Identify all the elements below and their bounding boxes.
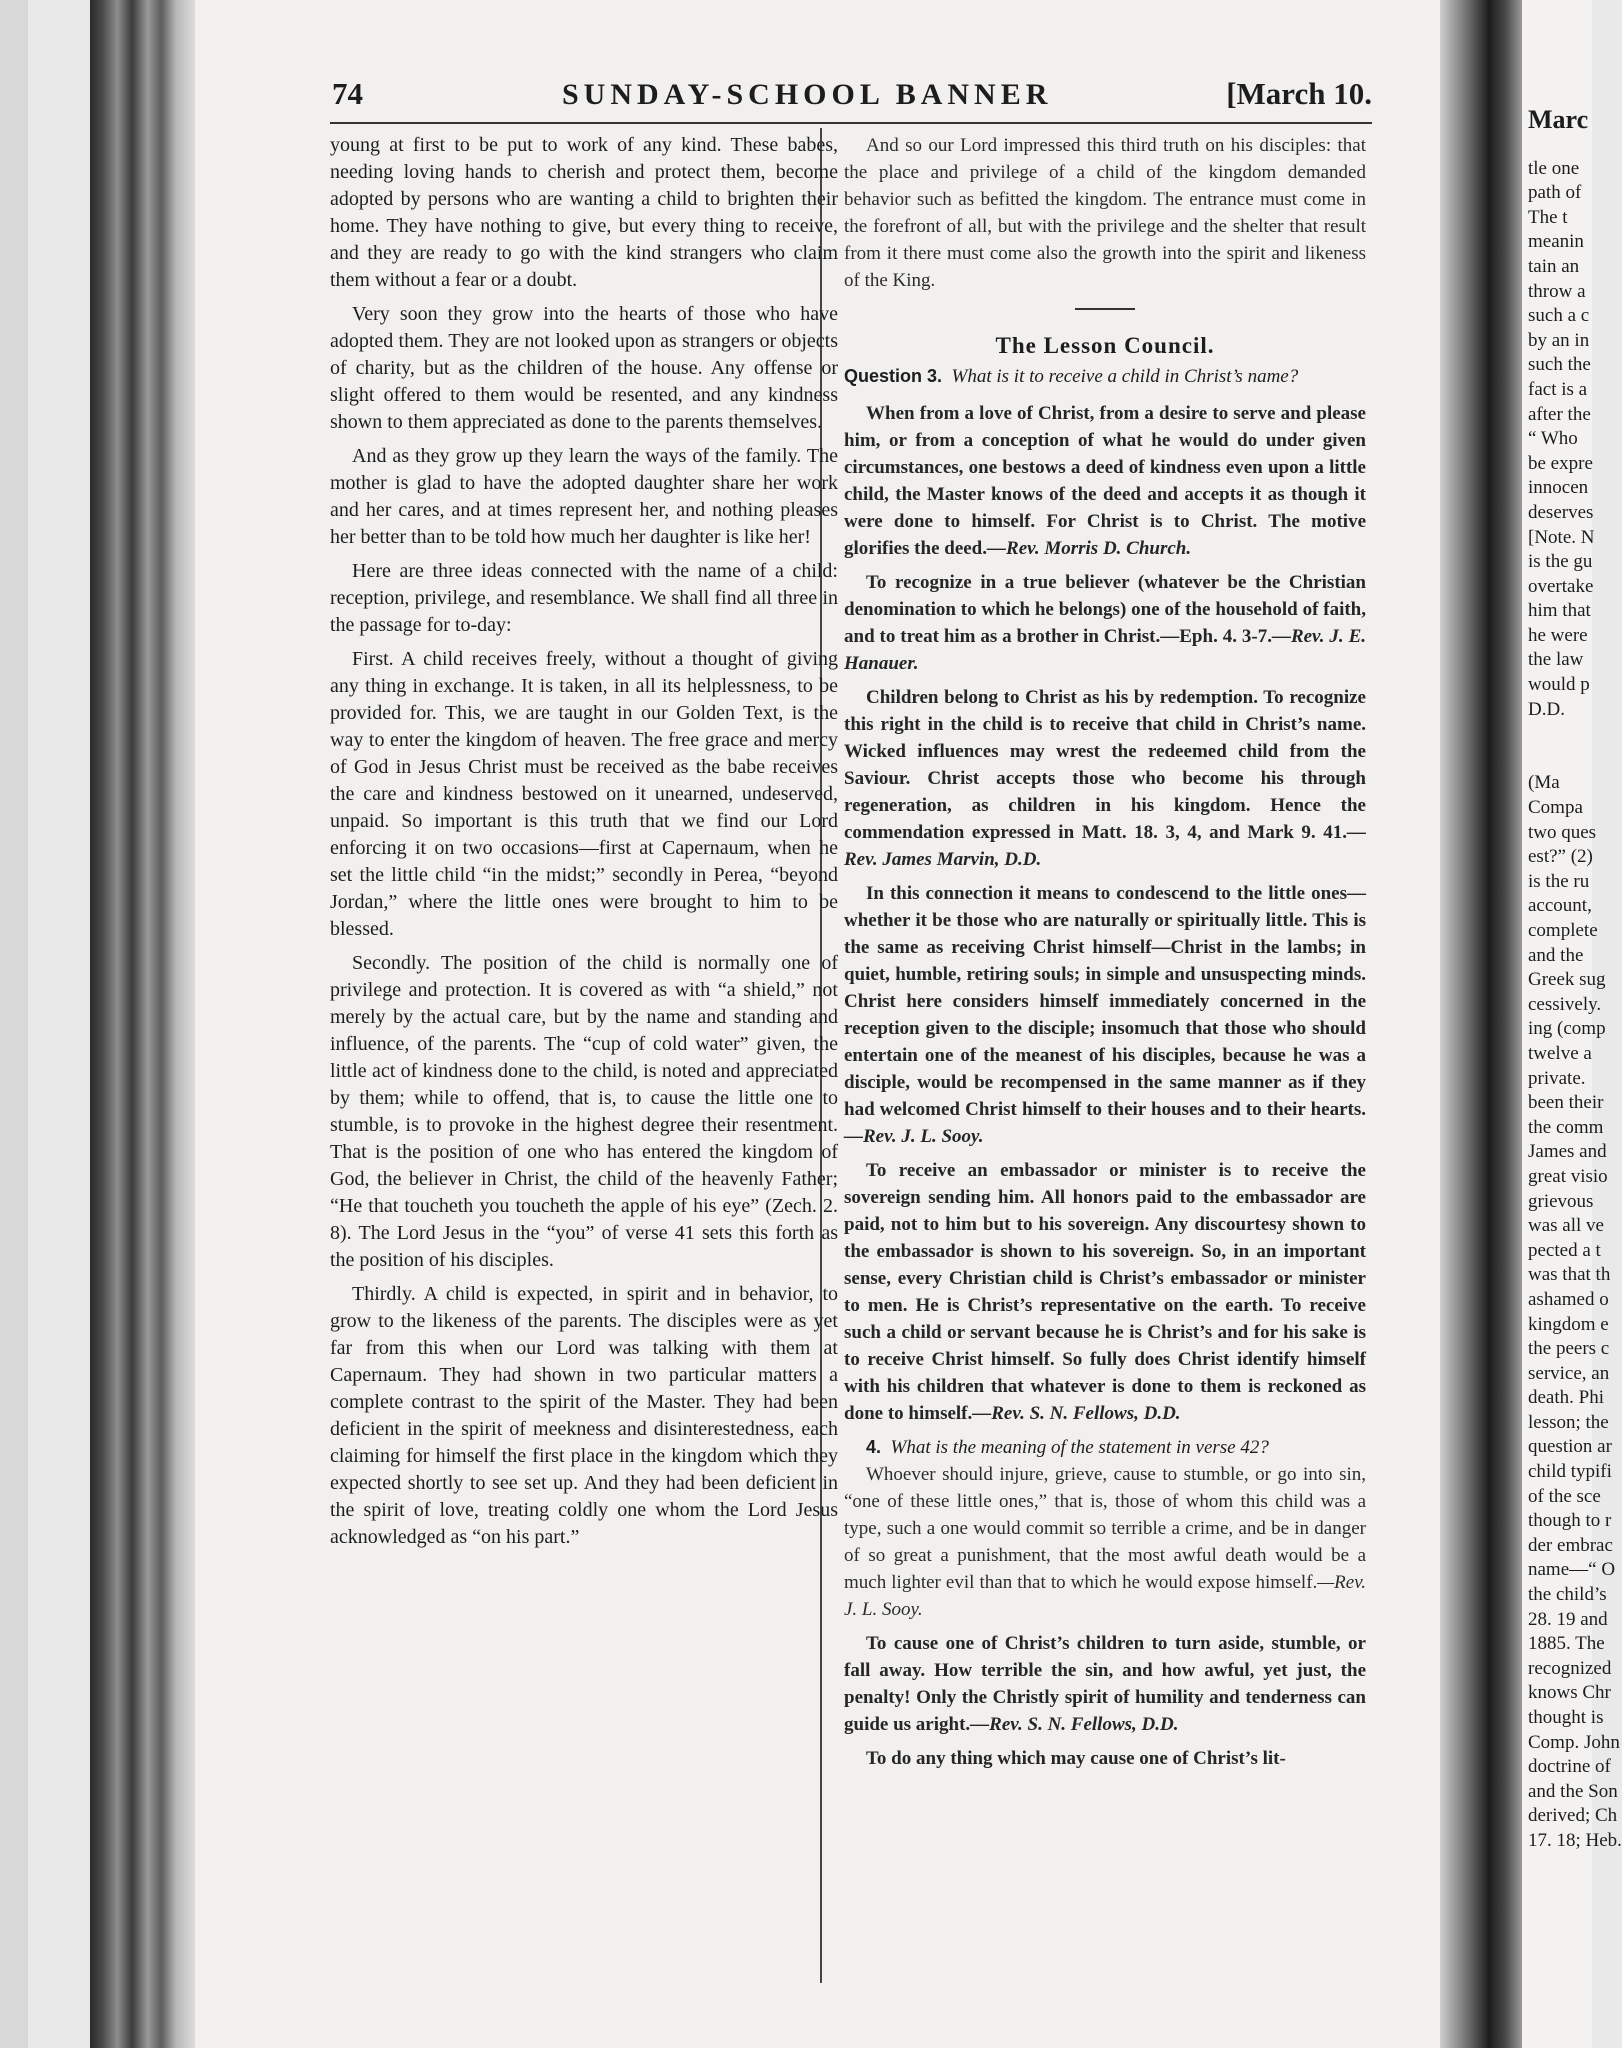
- facing-page-line: kingdom e: [1528, 1313, 1609, 1335]
- answer-attribution: —Rev. J. L. Sooy.: [844, 1126, 984, 1147]
- facing-page-line: Compa: [1528, 797, 1583, 819]
- facing-page-line: and the: [1528, 944, 1584, 966]
- facing-page-line: by an in: [1528, 329, 1590, 351]
- page-number: 74: [332, 76, 363, 111]
- question-text: What is the meaning of the statement in verse 42?: [890, 1437, 1269, 1458]
- facing-page-line: path of: [1528, 182, 1582, 204]
- facing-page-line: twelve a: [1528, 1042, 1592, 1064]
- facing-page-line: 28. 19 and: [1528, 1608, 1608, 1630]
- facing-page-line: [1528, 722, 1618, 747]
- facing-page-line: though to r: [1528, 1510, 1612, 1532]
- facing-page-line: tle one: [1528, 157, 1580, 179]
- running-head: [332, 72, 1372, 118]
- facing-page-line: meanin: [1528, 231, 1584, 253]
- facing-page-line: lesson; the: [1528, 1411, 1609, 1433]
- question-label: Question 3.: [844, 366, 943, 386]
- facing-page-line: tain an: [1528, 255, 1580, 277]
- paragraph: Thirdly. A child is expected, in spirit and in behavior, to grow to the likeness of the parents. The disciples were as yet far from this when our Lord was talking with them at Capernaum. They had shown in two particular matters a complete contrast to the spirit of the Master. They had been deficient in the spirit of meekness and disinterestedness, each claiming for himself the first place in the kingdom which they expected shortly to see set up. And they had been deficient in the spirit of love, treating coldly one whom the Lord Jesus acknowledged as “on his part.”: [330, 1283, 838, 1548]
- facing-page-line: Greek sug: [1528, 969, 1606, 991]
- question-4: [844, 1434, 1366, 1461]
- facing-page-line: was that th: [1528, 1264, 1611, 1286]
- question-3: [844, 363, 1366, 390]
- facing-page-line: thought is: [1528, 1707, 1604, 1728]
- facing-page-line: fact is a: [1528, 378, 1588, 400]
- facing-page-line: overtake: [1528, 575, 1594, 597]
- facing-page-line: great visio: [1528, 1165, 1608, 1187]
- journal-title: SUNDAY-SCHOOL BANNER: [562, 78, 1053, 111]
- paragraph: First. A child receives freely, without a thought of giving any thing in exchange. It is taken, in all its helplessness, to be provided for. This, we are taught in our Golden Text, is the way to enter the kingdom of heaven. The free grace and mercy of God in Jesus Christ must be received as the babe receives the care and kindness bestowed on it unearned, undeserved, unpaid. So important is this truth that we find our Lord enforcing it on two occasions—first at Capernaum, when he set the little child “in the midst;” secondly in Perea, “beyond Jordan,” where the little ones were brought to him to be blessed.: [330, 648, 838, 940]
- right-column: [844, 132, 1366, 1779]
- answer: [844, 1745, 1366, 1772]
- facing-page-line: cessively.: [1528, 993, 1602, 1015]
- facing-page-line: pected a t: [1528, 1239, 1601, 1261]
- answer-text: To do any thing which may cause one of Christ’s lit-: [866, 1748, 1286, 1769]
- answer-attribution: —Rev. James Marvin, D.D.: [844, 822, 1366, 870]
- answer-text: Whoever should injure, grieve, cause to stumble, or go into sin, “one of these little ones,” that is, those of whom this child was a type, such a one would commit so terrible a crime, and be in danger of so great a punishment, that the most awful death would be a much lighter evil than that to which he would expose himself.: [844, 1464, 1366, 1593]
- section-separator: [1075, 308, 1135, 310]
- answer-attribution: —Rev. Morris D. Church.: [987, 538, 1192, 559]
- facing-page-line: [Note. N: [1528, 526, 1595, 548]
- answer-text: Children belong to Christ as his by redemption. To recognize this right in the child is to receive that child in Christ’s name. Wicked influences may wrest the redeemed child from the Saviour. Christ accepts those who become his through regeneration, as children in his kingdom. Hence the commendation expressed in Matt. 18. 3, 4, and Mark 9. 41.: [844, 687, 1366, 843]
- question-label: 4.: [866, 1437, 882, 1457]
- facing-page-line: ashamed o: [1528, 1288, 1609, 1310]
- facing-page-line: [1528, 747, 1618, 772]
- facing-page-line: derived; Ch: [1528, 1805, 1618, 1827]
- facing-page-line: der embrac: [1528, 1534, 1613, 1556]
- answer: [844, 1630, 1366, 1738]
- answer-text: To cause one of Christ’s children to turn aside, stumble, or fall away. How terrible the sin, and how awful, yet just, the penalty! Only the Christly spirit of humility and tenderness can guide us aright.: [844, 1633, 1366, 1735]
- facing-page-line: “ Who: [1528, 428, 1578, 450]
- facing-page-line: name—“ O: [1528, 1559, 1616, 1581]
- facing-page-line: throw a: [1528, 280, 1586, 302]
- facing-page-line: child typifi: [1528, 1461, 1612, 1483]
- facing-page-line: the law: [1528, 649, 1584, 671]
- answer-attribution: —Rev. J. L. Sooy.: [844, 1572, 1366, 1620]
- answer-attribution: —Rev. S. N. Fellows, D.D.: [970, 1714, 1179, 1735]
- facing-page-line: question ar: [1528, 1436, 1612, 1458]
- facing-page-line: knows Chr: [1528, 1682, 1611, 1704]
- left-column: [330, 132, 838, 1558]
- facing-page-line: The t: [1528, 206, 1568, 228]
- facing-page-line: deserves: [1528, 501, 1594, 523]
- facing-page-line: complete: [1528, 920, 1598, 941]
- facing-page-line: the peers c: [1528, 1338, 1610, 1360]
- facing-page-line: is the gu: [1528, 551, 1593, 573]
- facing-page-line: such a c: [1528, 305, 1590, 327]
- answer-text: When from a love of Christ, from a desire to serve and please him, or from a conception of what he would do under given circumstances, one bestows a deed of kindness even upon a little child, the Master knows of the deed and accepts it as though it were done to himself. For Christ is to Christ. The motive glorifies the deed.: [844, 403, 1366, 559]
- facing-page-line: James and: [1528, 1141, 1607, 1163]
- answer-attribution: —Rev. J. E. Hanauer.: [844, 626, 1367, 674]
- facing-page-line: such the: [1528, 354, 1591, 376]
- header-rule: [330, 122, 1372, 124]
- answer: [844, 569, 1366, 677]
- facing-page-line: 17. 18; Heb.: [1528, 1829, 1622, 1851]
- answer-attribution: —Rev. S. N. Fellows, D.D.: [972, 1403, 1181, 1424]
- facing-page-line: service, an: [1528, 1362, 1610, 1384]
- paragraph: Here are three ideas connected with the name of a child: reception, privilege, and resemblance. We shall find all three in the passage for to-day:: [330, 560, 838, 636]
- facing-page-line: est?” (2): [1528, 846, 1593, 868]
- answer: [844, 880, 1366, 1150]
- facing-page-line: ing (comp: [1528, 1018, 1606, 1040]
- answer-text: To receive an embassador or minister is to receive the sovereign sending him. All honors paid to the embassador are paid, not to him but to his sovereign. Any discourtesy shown to the embassador is shown to his sovereign. So, in an important sense, every Christian child is Christ’s embassador or minister to men. He is Christ’s representative on the earth. To receive such a child or servant because he is Christ’s and for his sake is to receive Christ himself. So fully does Christ identify himself with his children that whatever is done to them is reckoned as done to himself.: [844, 1160, 1366, 1424]
- facing-page-line: would p: [1528, 674, 1590, 696]
- facing-page-line: 1885. The: [1528, 1633, 1605, 1655]
- facing-page-line: him that: [1528, 600, 1591, 622]
- answer-text: To recognize in a true believer (whatever be the Christian denomination to which he belongs) one of the household of faith, and to treat him as a brother in Christ.—Eph. 4. 3-7.: [844, 572, 1366, 647]
- facing-page-line: two ques: [1528, 821, 1597, 843]
- facing-page-line: of the sce: [1528, 1485, 1601, 1507]
- paragraph: Secondly. The position of the child is normally one of privilege and protection. It is covered as with “a shield,” not merely by the actual care, but by the name and standing and influence, of the parents. The “cup of cold water” given, the little act of kindness done to the child, is noted and appreciated by them; while to offend, that is, to cause the little one to stumble, is to provoke in the highest degree their resentment. That is the position of one who has entered the kingdom of God, the believer in Christ, the child of the heavenly Father; “He that toucheth you toucheth the apple of his eye” (Zech. 2. 8). The Lord Jesus in the “you” of verse 41 sets this forth as the position of his disciples.: [330, 952, 838, 1271]
- answer: [844, 400, 1366, 562]
- facing-page-header: Marc: [1528, 105, 1589, 134]
- facing-page-line: Comp. John: [1528, 1731, 1620, 1753]
- facing-page-line: doctrine of: [1528, 1756, 1611, 1778]
- book-binding: [90, 0, 195, 2048]
- facing-page-line: recognized: [1528, 1657, 1612, 1679]
- facing-page-line: and the Son: [1528, 1780, 1618, 1802]
- paragraph: Very soon they grow into the hearts of those who have adopted them. They are not looked upon as strangers or objects of charity, but as the children of the house. Any offense or slight offered to them would be resented, and any kindness shown to them appreciated as done to the parents themselves.: [330, 303, 838, 433]
- facing-page-line: D.D.: [1528, 698, 1565, 720]
- answer: [844, 1157, 1366, 1427]
- section-heading: The Lesson Council.: [995, 333, 1215, 358]
- scanner-edge: [0, 0, 28, 2048]
- question-text: What is it to receive a child in Christ’s name?: [951, 366, 1299, 387]
- paragraph: And as they grow up they learn the ways of the family. The mother is glad to have the adopted daughter share her work and her cares, and at times represent her, and nothing pleases her better than to be told how much her daughter is like her!: [330, 445, 838, 548]
- facing-page-line: was all ve: [1528, 1215, 1604, 1237]
- facing-page-line: (Ma: [1528, 772, 1560, 794]
- facing-page-line: after the: [1528, 403, 1591, 425]
- issue-date: [March 10.: [1226, 76, 1372, 111]
- answer: [844, 1461, 1366, 1623]
- facing-page-line: the child’s: [1528, 1584, 1607, 1606]
- facing-page-line: private.: [1528, 1067, 1586, 1089]
- facing-page-line: account,: [1528, 895, 1592, 917]
- facing-page-line: he were: [1528, 624, 1588, 646]
- facing-page-line: death. Phi: [1528, 1387, 1604, 1409]
- facing-page-line: innocen: [1528, 477, 1589, 499]
- answer: [844, 684, 1366, 873]
- paragraph: And so our Lord impressed this third truth on his disciples: that the place and privilege of a child of the kingdom demanded behavior such as befitted the kingdom. The entrance must come in the forefront of all, but with the privilege and the shelter that result from it there must come also the growth into the spirit and likeness of the King.: [844, 135, 1366, 291]
- facing-page-text: [1528, 105, 1622, 1854]
- facing-page-line: be expre: [1528, 452, 1593, 474]
- answer-text: In this connection it means to condescend to the little ones—whether it be those who are naturally or spiritually little. This is the same as receiving Christ himself—Christ in the lambs; in quiet, humble, retiring souls; in simple and unsuspecting minds. Christ here considers himself immediately concerned in the reception given to the disciple; insomuch that those who should entertain one of the meanest of his disciples, because he was a disciple, would be recompensed in the same manner as if they had welcomed Christ himself to their houses and to their hearts.: [844, 883, 1366, 1120]
- facing-page-line: is the ru: [1528, 870, 1590, 892]
- facing-page-line: the comm: [1528, 1116, 1604, 1138]
- paragraph: young at first to be put to work of any kind. These babes, needing loving hands to cherish and protect them, become adopted by persons who are wanting a child to brighten their home. They have nothing to give, but every thing to receive, and they are ready to go with the kind strangers who claim them without a fear or a doubt.: [330, 134, 838, 291]
- facing-page-line: grievous: [1528, 1190, 1594, 1212]
- page-gutter: [1440, 0, 1522, 2048]
- facing-page-line: been their: [1528, 1092, 1604, 1114]
